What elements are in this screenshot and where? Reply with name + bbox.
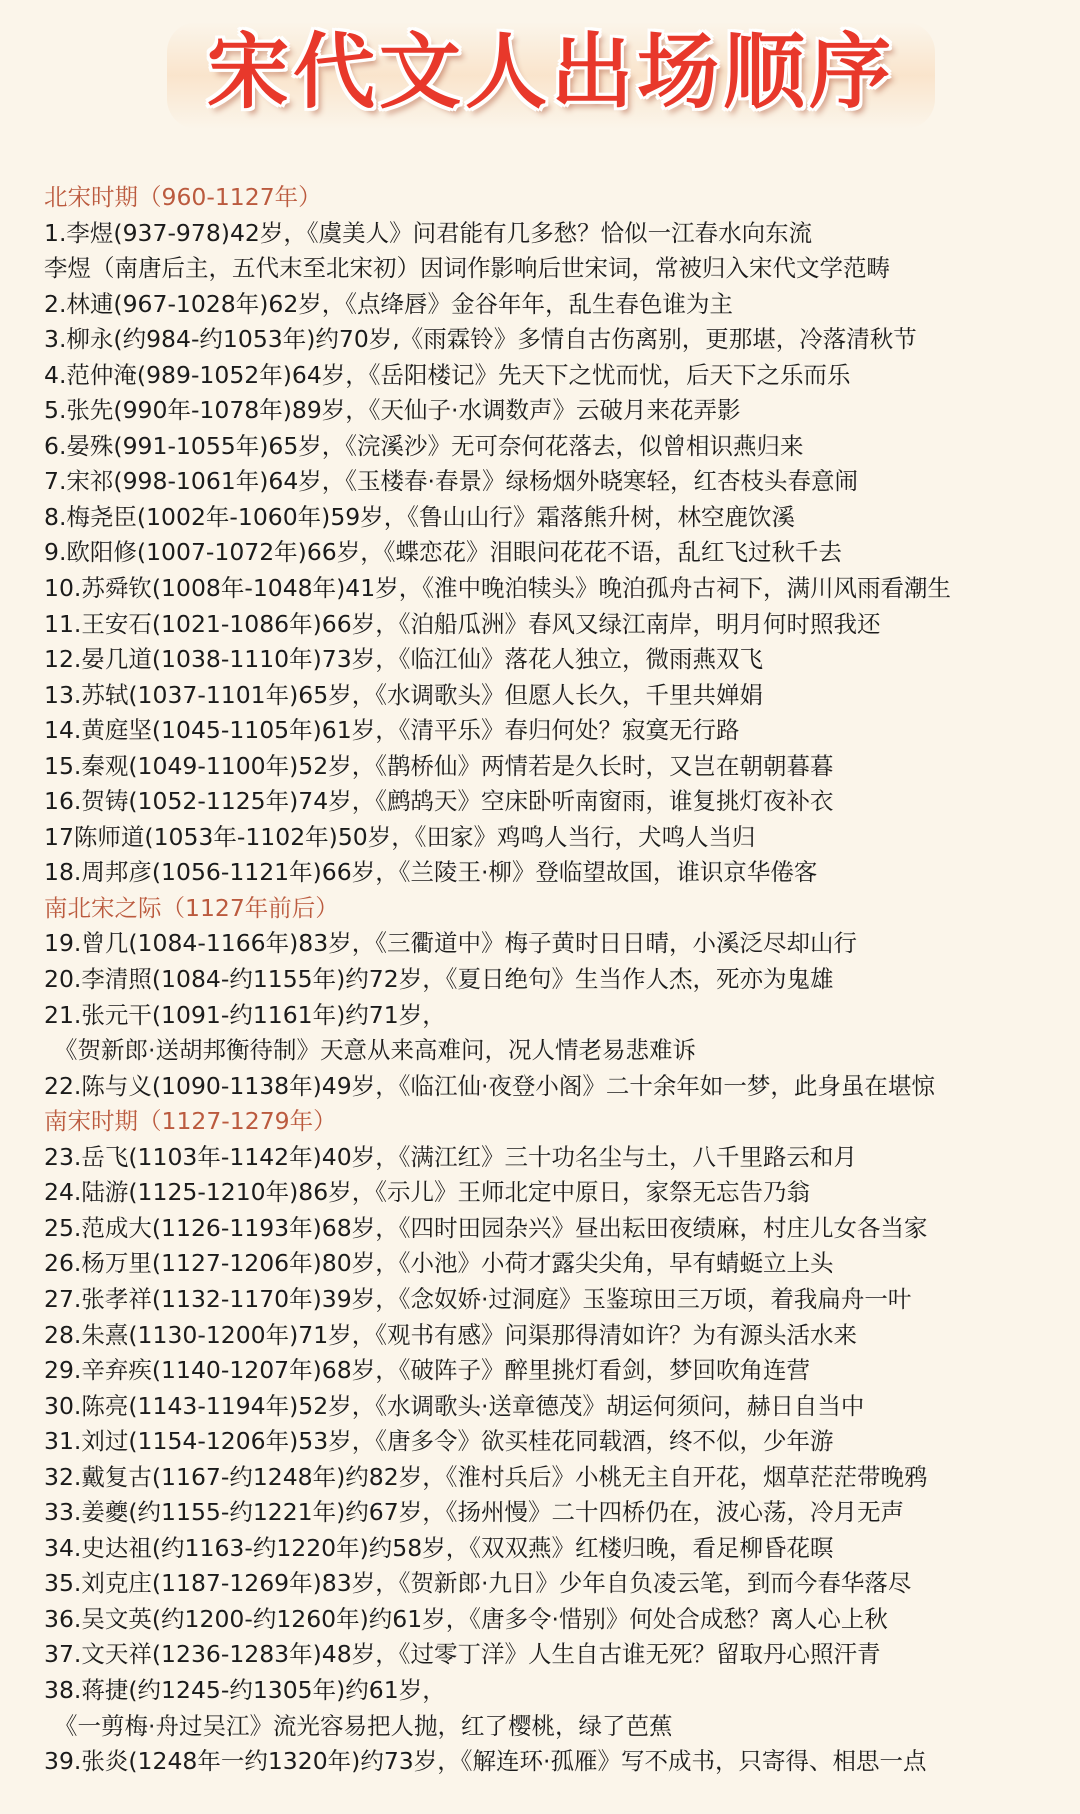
list-item: 36.吴文英(约1200-约1260年)约61岁，《唐多令·惜别》何处合成愁？离人心上秋 (44, 1604, 888, 1633)
list-item: 5.张先(990年-1078年)89岁，《天仙子·水调数声》云破月来花弄影 (44, 396, 741, 425)
list-item: 35.刘克庄(1187-1269年)83岁，《贺新郎·九日》少年自负凌云笔，到而今春华落尽 (44, 1569, 912, 1598)
list-item: 39.张炎(1248年一约1320年)约73岁，《解连环·孤雁》写不成书，只寄得、相思一点 (44, 1747, 927, 1776)
list-item-continuation: 《一剪梅·舟过吴江》流光容易把人抛，红了樱桃，绿了芭蕉 (54, 1711, 673, 1740)
list-item: 12.晏几道(1038-1110年)73岁，《临江仙》落花人独立，微雨燕双飞 (44, 645, 763, 674)
list-item: 25.范成大(1126-1193年)68岁，《四时田园杂兴》昼出耘田夜绩麻，村庄儿女各当家 (44, 1213, 928, 1242)
list-item: 28.朱熹(1130-1200年)71岁，《观书有感》问渠那得清如许？为有源头活水来 (44, 1320, 857, 1349)
list-item: 20.李清照(1084-约1155年)约72岁，《夏日绝句》生当作人杰，死亦为鬼雄 (44, 965, 834, 994)
list-item: 27.张孝祥(1132-1170年)39岁，《念奴娇·过洞庭》玉鉴琼田三万顷，着我扁舟一叶 (44, 1284, 912, 1313)
list-item: 17陈师道(1053年-1102年)50岁，《田家》鸡鸣人当行，犬鸣人当归 (44, 822, 756, 851)
list-item: 31.刘过(1154-1206年)53岁，《唐多令》欲买桂花同载酒，终不似，少年游 (44, 1427, 834, 1456)
list-item: 4.范仲淹(989-1052年)64岁，《岳阳楼记》先天下之忧而忧，后天下之乐而乐 (44, 360, 851, 389)
list-item: 3.柳永(约984-约1053年)约70岁,《雨霖铃》多情自古伤离别，更那堪，冷落清秋节 (44, 325, 917, 354)
page-title: 宋代文人出场顺序 (206, 25, 895, 121)
list-item: 21.张元干(1091-约1161年)约71岁， (44, 1000, 446, 1029)
list-item: 18.周邦彦(1056-1121年)66岁，《兰陵王·柳》登临望故国，谁识京华倦客 (44, 858, 818, 887)
list-item: 2.林逋(967-1028年)62岁，《点绛唇》金谷年年，乱生春色谁为主 (44, 289, 734, 318)
list-item: 30.陈亮(1143-1194年)52岁，《水调歌头·送章德茂》胡运何须问，赫日自当中 (44, 1391, 865, 1420)
list-item: 11.王安石(1021-1086年)66岁，《泊船瓜洲》春风又绿江南岸，明月何时照我还 (44, 609, 881, 638)
section-heading: 北宋时期（960-1127年） (44, 183, 322, 211)
list-item-continuation: 《贺新郎·送胡邦衡待制》天意从来高难问，况人情老易悲难诉 (54, 1036, 696, 1065)
list-item: 34.史达祖(约1163-约1220年)约58岁，《双双燕》红楼归晚，看足柳昏花暝 (44, 1533, 834, 1562)
list-item: 32.戴复古(1167-约1248年)约82岁，《淮村兵后》小桃无主自开花，烟草茫茫带晚鸦 (44, 1462, 928, 1491)
list-item: 33.姜夔(约1155-约1221年)约67岁，《扬州慢》二十四桥仍在，波心荡，冷月无声 (44, 1498, 904, 1527)
list-item: 13.苏轼(1037-1101年)65岁，《水调歌头》但愿人长久，千里共婵娟 (44, 680, 763, 709)
list-item: 8.梅尧臣(1002年-1060年)59岁，《鲁山山行》霜落熊升树，林空鹿饮溪 (44, 502, 796, 531)
list-item: 7.宋祁(998-1061年)64岁，《玉楼春·春景》绿杨烟外晓寒轻，红杏枝头春意闹 (44, 467, 859, 496)
list-item: 9.欧阳修(1007-1072年)66岁，《蝶恋花》泪眼问花花不语，乱红飞过秋千去 (44, 538, 843, 567)
list-item: 6.晏殊(991-1055年)65岁，《浣溪沙》无可奈何花落去，似曾相识燕归来 (44, 431, 804, 460)
list-item: 19.曾几(1084-1166年)83岁，《三衢道中》梅子黄时日日晴，小溪泛尽却山行 (44, 929, 857, 958)
list-item: 15.秦观(1049-1100年)52岁，《鹊桥仙》两情若是久长时，又岂在朝朝暮暮 (44, 751, 834, 780)
title-area (44, 0, 1058, 165)
section-heading: 南宋时期（1127-1279年） (44, 1107, 337, 1136)
list-item: 1.李煜(937-978)42岁，《虞美人》问君能有几多愁？恰似一江春水向东流 (44, 218, 813, 247)
list-item: 23.岳飞(1103年-1142年)40岁，《满江红》三十功名尘与土，八千里路云和月 (44, 1142, 857, 1171)
list-item: 10.苏舜钦(1008年-1048年)41岁，《淮中晚泊犊头》晚泊孤舟古祠下，满川风雨看潮生 (44, 574, 951, 603)
list-item: 22.陈与义(1090-1138年)49岁，《临江仙·夜登小阁》二十余年如一梦，此身虽在堪惊 (44, 1071, 935, 1100)
section-heading: 南北宋之际（1127年前后） (44, 893, 339, 922)
list-item: 14.黄庭坚(1045-1105年)61岁，《清平乐》春归何处？寂寞无行路 (44, 716, 740, 745)
list-item: 26.杨万里(1127-1206年)80岁，《小池》小荷才露尖尖角，早有蜻蜓立上头 (44, 1249, 834, 1278)
list-item: 16.贺铸(1052-1125年)74岁，《鹧鸪天》空床卧听南窗雨，谁复挑灯夜补衣 (44, 787, 834, 816)
list-item: 38.蒋捷(约1245-约1305年)约61岁， (44, 1675, 446, 1704)
title-banner (167, 22, 935, 128)
list-item: 24.陆游(1125-1210年)86岁，《示儿》王师北定中原日，家祭无忘告乃翁 (44, 1178, 810, 1207)
note-line: 李煜（南唐后主，五代末至北宋初）因词作影响后世宋词，常被归入宋代文学范畴 (44, 254, 890, 283)
poet-list (44, 180, 1058, 1780)
list-item: 29.辛弃疾(1140-1207年)68岁，《破阵子》醉里挑灯看剑，梦回吹角连营 (44, 1356, 810, 1385)
list-item: 37.文天祥(1236-1283年)48岁，《过零丁洋》人生自古谁无死？留取丹心照汗青 (44, 1640, 881, 1669)
